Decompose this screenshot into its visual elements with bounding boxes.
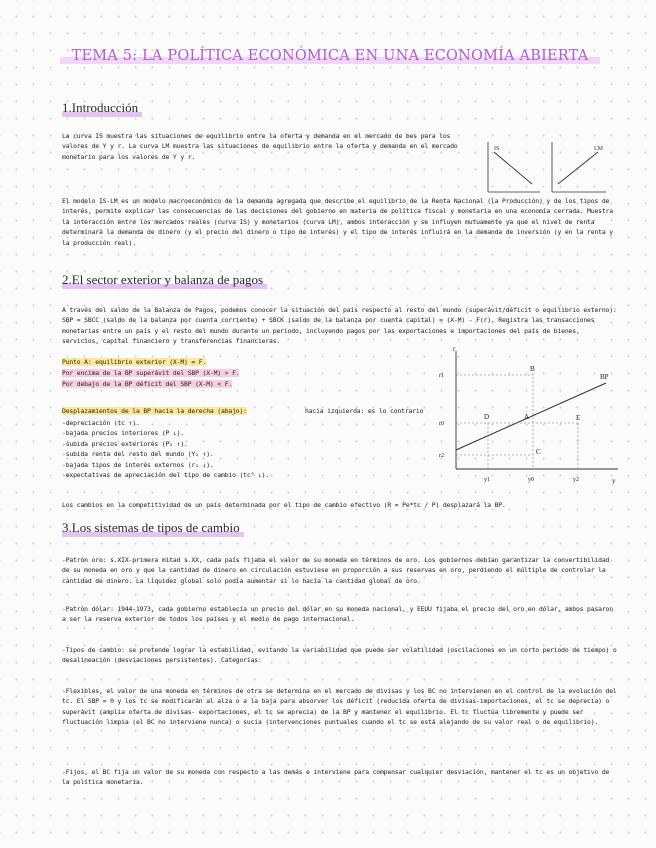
tick-y2: y2 bbox=[573, 477, 579, 483]
tick-y1: y1 bbox=[484, 477, 490, 483]
point-a: A bbox=[524, 413, 530, 421]
sector-line-1: Punto A: equilibrio exterior (X-M) = F. bbox=[62, 358, 207, 366]
point-c: C bbox=[536, 448, 541, 456]
point-b: B bbox=[530, 365, 535, 373]
sector-paragraph-1: A través del saldo de la Balanza de Pagos, podemos conocer la situación del país respecto al resto del mundo (superávit/déficit o equilibrio externo): SBP = SBCC (saldo de la balanza por cuenta corriente) + SBCK (saldo de la balanza por cuenta capital) = (X-M) - F(r). Registra las transacciones monetarias entre un país y el resto del mundo durante un periodo, incluyendo pagos por las exportaciones e importaciones del país de bienes, servicios, capital financiero y transferencias financieras. bbox=[62, 306, 617, 346]
shift-item: -depreciación (tc ↑). bbox=[62, 419, 140, 427]
heading-sector-exterior: 2.El sector exterior y balanza de pagos bbox=[62, 272, 267, 289]
sector-shift-list bbox=[62, 418, 352, 480]
is-lm-mini-graphs bbox=[482, 140, 612, 196]
tick-y0: y0 bbox=[528, 477, 534, 483]
intro-paragraph-1: La curva IS muestra las situaciones de equilibrio entre la oferta y demanda en el mercado de bes para los valores de Y y r. La curva LM muestra las situaciones de equilibrio entre la oferta y demanda en el mercado monetario para los valores de Y y r. bbox=[62, 132, 458, 161]
shift-item: -expectativas de apreciación del tipo de cambio (tc° ↓). bbox=[62, 471, 270, 480]
point-e: E bbox=[576, 414, 581, 422]
tick-r2: r2 bbox=[439, 453, 444, 459]
tipos-patron-oro: -Patrón oro: s.XIX-primera mitad s.XX, cada país fijaba el valor de su moneda en términos de oro. Los gobiernos debían garantizar la convertibilidad de su moneda en oro y que la cantidad de dinero en circulación estuviese en proporción a sus reservas en oro, perdiendo el múltiple de controlar la cantidad de dinero. La liquidez global solo podía aumentar si lo hacía la cantidad global de oro. bbox=[62, 556, 610, 585]
heading-introduccion: 1.Introducción bbox=[62, 100, 142, 117]
lm-mini-graph bbox=[552, 142, 606, 192]
tipos-fijos: -Fijos, el BC fija un valor de su moneda con respecto a las demás e interviene para compensar cualquier desviación, mantener el tc es un objetivo de la política monetaria. bbox=[62, 768, 610, 787]
sector-line-3: Por debajo de la BP déficit del SBP (X-M) < F. bbox=[62, 380, 233, 388]
bp-graph bbox=[438, 345, 623, 495]
tick-r1: r1 bbox=[439, 373, 444, 379]
shift-item: -subida renta del resto del mundo (Y₂ ↑). bbox=[62, 450, 214, 459]
tick-r0: r0 bbox=[439, 421, 444, 427]
is-mini-label: IS bbox=[494, 146, 500, 152]
bp-line bbox=[456, 383, 606, 450]
sector-above bbox=[62, 368, 422, 378]
intro-paragraph-2: El modelo IS-LM es un modelo macroeconómico de la demanda agregada que describe el equilibrio de la Renta Nacional (la Producción) y de los tipos de interés, permite explicar las consecuencias de las decisiones del gobierno en materia de política fiscal y monetaria en una economía cerrada. Muestra la interacción entre los mercados reales (curva IS) y monetarios (curva LM), ambos interacción y se influyen mutuamente ya que el nivel de renta determinará la demanda de dinero (y el precio del dinero o tipo de interés) y el tipo de interés influirá en la demanda de inversión (y en la renta y la producción real). bbox=[62, 197, 613, 247]
tipos-patron-dolar: -Patrón dólar: 1944-1973, cada gobierno establecía un precio del dólar en su moneda nacional, y EEUU fijaba el precio del oro en dólar, ambos pasaron a ser la reserva exterior de todos los países y el medio de pago internacional. bbox=[62, 605, 613, 624]
sector-line-2: Por encima de la BP superávit del SBP (X-M) > F. bbox=[62, 369, 240, 377]
sector-below bbox=[62, 379, 422, 389]
tipos-tipos-de-cambio: -Tipos de cambio: se pretende lograr la estabilidad, evitando la variabilidad que puede ser volatilidad (oscilaciones en un corto periodo de tiempo) o desalineación (desviaciones persistentes). Categorías: bbox=[62, 646, 617, 665]
is-mini-graph bbox=[488, 142, 540, 192]
shift-item: -bajada precios interiores (P ↓). bbox=[62, 429, 185, 438]
axis-r-label: r bbox=[453, 345, 456, 353]
tipos-flexibles: -Flexibles, el valor de una moneda en términos de otra se determina en el mercado de divisas y los BC no intervienen en el control de la evolución del tc. El SBP = 0 y los tc se modificarán al alza o a la baja para absorver los déficit (reducida oferta de divisas-importaciones, el tc se deprecia) o superávit (amplia oferta de divisas- exportaciones, el tc se aprecia) de la BP y mantener el equilibrio. El tc fluctúa libremente y puede ser fluctuación limpia (el BC no interviene nunca) o sucia (intervenciones puntuales cuando el tc se está alejando de su valor real o de equilibrio). bbox=[62, 687, 617, 727]
bp-label: BP bbox=[600, 373, 609, 381]
shift-item: -subida precios exteriores (P₂ ↑). bbox=[62, 439, 188, 448]
point-d: D bbox=[484, 413, 490, 421]
sector-shift-right bbox=[62, 406, 302, 416]
page-title: TEMA 5: LA POLÍTICA ECONÓMICA EN UNA ECONOMÍA ABIERTA bbox=[60, 48, 600, 64]
sector-last-line: Los cambios en la competitividad de un país determinada por el tipo de cambio efectivo (R = Pe*tc / P) desplazará la BP. bbox=[62, 501, 506, 509]
heading-tipos-de-cambio: 3.Los sistemas de tipos de cambio bbox=[62, 520, 244, 537]
lm-mini-label: LM bbox=[594, 146, 603, 152]
sector-shift-left: hacia izquierda: es lo contrario bbox=[305, 407, 424, 415]
axis-y-label: y bbox=[612, 477, 616, 485]
shift-item: -bajada tipos de interés externos (r₂ ↓). bbox=[62, 460, 214, 469]
sector-point-a bbox=[62, 357, 422, 367]
sector-line-4: Desplazamientos de la BP hacia la derecha (abajo): bbox=[62, 407, 247, 415]
